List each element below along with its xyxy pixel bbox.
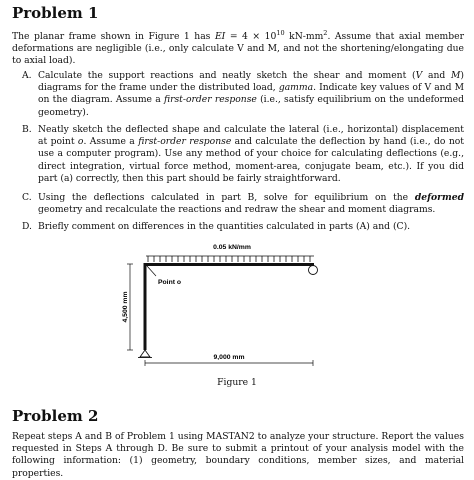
distributed-load-arrows — [146, 256, 314, 262]
item-c-label: C. — [22, 192, 32, 203]
figure-caption: Figure 1 — [217, 377, 257, 388]
pin-support — [140, 350, 150, 357]
span-dimension-label: 9,000 mm — [213, 354, 245, 361]
problem-1-intro: The planar frame shown in Figure 1 has EI = $4 \times 10^{10}$ $kN-mm^2$. Assume that axial member deformations are negligible (i.e., only calculate V and M, and not the shortening/elongating due to axial load). — [12, 29, 464, 67]
item-a-label: A. — [22, 70, 32, 81]
item-c: C. Using the deflections calculated in part B, solve for equilibrium on the deformed geometry and recalculate the reactions and redraw the shear and moment diagrams. — [22, 192, 464, 216]
item-a: A. Calculate the support reactions and neatly sketch the shear and moment (V and M) diagrams for the frame under the distributed load, gamma. Indicate key values of V and M on the diagram. Assume a first-order response (i.e., satisfy equilibrium on the undeformed geometry). — [22, 70, 464, 118]
item-d: D. Briefly comment on differences in the quantities calculated in parts (A) and (C). — [22, 221, 411, 233]
roller-support — [309, 266, 318, 275]
item-d-label: D. — [22, 221, 32, 232]
item-b-label: B. — [22, 124, 32, 135]
point-o-leader — [147, 266, 156, 276]
frame-figure — [0, 236, 474, 368]
height-dimension-label: 4,500 mm — [122, 291, 129, 323]
point-o-label: Point o — [158, 279, 182, 286]
problem-2-heading: Problem 2 — [12, 407, 99, 425]
item-b: B. Neatly sketch the deflected shape and calculate the lateral (i.e., horizontal) displacement at point o. Assume a first-order response and calculate the deflection by hand (i.e., do not use a computer program). Use any method of your choice for calculating deflections (e.g., direct integration, virtual force method, moment-area, conjugate beam, etc.). If you did part (a) correctly, then this part should be fairly straightforward. — [22, 124, 464, 184]
problem-2-text: Repeat steps A and B of Problem 1 using MASTAN2 to analyze your structure. Report the values requested in Steps A through D. Be sure to submit a printout of your analysis model with the following information: (1) geometry, boundary conditions, member sizes, and material properties. — [12, 431, 464, 479]
problem-1-heading: Problem 1 — [12, 4, 99, 22]
distributed-load-label: 0.05 kN/mm — [213, 244, 251, 251]
